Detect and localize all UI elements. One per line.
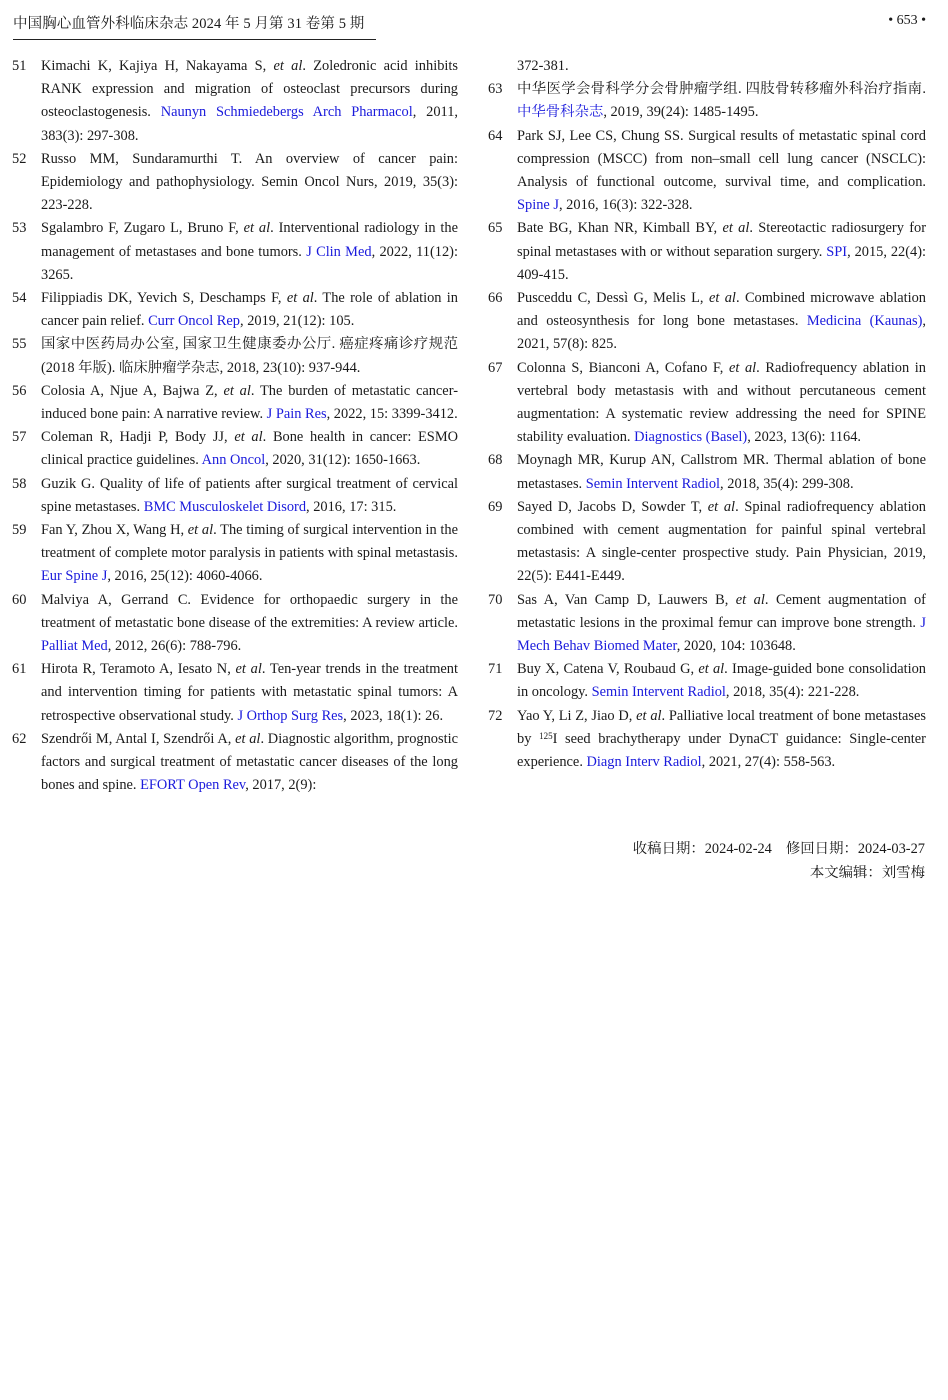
- reference-citation: , 2020, 104: 103648.: [676, 638, 796, 655]
- reference-authors: Bate BG, Khan NR, Kimball BY,: [517, 220, 723, 237]
- reference-title: . Zoledronic acid inhibits RANK expression and migration of osteoclast precursors during osteoclastogenesis.: [41, 58, 458, 121]
- reference-title: . Radiofrequency ablation in vertebral body metastasis with and without percutaneous cement augmentation: A systematic review addressing the need for SPINE stability evaluation.: [517, 359, 926, 446]
- reference-title-cont: I seed brachytherapy under DynaCT guidance: Single-center experience.: [517, 730, 926, 771]
- reference-citation: , 2012, 26(6): 788-796.: [107, 638, 242, 655]
- reference-number: 67: [488, 359, 503, 376]
- reference-title: . The role of ablation in cancer pain relief.: [41, 290, 458, 330]
- reference-citation: , 2016, 17: 315.: [306, 498, 397, 515]
- reference-number: 55: [12, 336, 27, 353]
- reference-authors: Sgalambro F, Zugaro L, Bruno F,: [41, 220, 244, 237]
- reference-item: [12, 519, 458, 589]
- reference-title: . The burden of metastatic cancer-induced bone pain: A narrative review.: [41, 382, 458, 423]
- reference-authors: Moynagh MR, Kurup AN, Callstrom MR. Thermal ablation of bone metastases.: [517, 452, 926, 492]
- reference-authors: Guzik G. Quality of life of patients after surgical treatment of cervical spine metastases.: [41, 475, 458, 515]
- reference-citation: , 2021, 27(4): 558-563.: [701, 754, 836, 771]
- reference-item: [488, 705, 926, 775]
- reference-title: . Spinal radiofrequency ablation combined with cement augmentation for painful spinal vertebral metastasis: A single-center prospective study. Pain Physician, 2019, 22(5): E441-E449.: [517, 498, 926, 585]
- journal-link[interactable]: J Orthop Surg Res: [237, 707, 344, 724]
- reference-authors: 中华医学会骨科学分会骨肿瘤学组. 四肢骨转移瘤外科治疗指南.: [517, 81, 926, 98]
- reference-authors: Sayed D, Jacobs D, Sowder T,: [517, 498, 708, 515]
- reference-title: . The timing of surgical intervention in the treatment of complete motor paralysis in patients with spinal metastasis.: [41, 522, 458, 562]
- reference-item: [488, 449, 926, 495]
- reference-title: . Stereotactic radiosurgery for spinal metastases with or without separation surgery.: [517, 220, 926, 260]
- reference-item: [12, 473, 458, 519]
- reference-number: 65: [488, 220, 503, 237]
- et-al: et al: [223, 382, 251, 399]
- reference-title: . Cement augmentation of metastatic lesions in the proximal femur can improve bone strength.: [517, 591, 926, 631]
- reference-number: 54: [12, 290, 27, 307]
- reference-authors: Park SJ, Lee CS, Chung SS. Surgical results of metastatic spinal cord compression (MSCC) from non–small cell lung cancer (NSCLC): Analysis of functional outcome, survival time, and complication.: [517, 127, 926, 191]
- reference-item: [12, 426, 458, 472]
- isotope-superscript: 125: [539, 730, 553, 741]
- reference-item: [12, 55, 458, 148]
- reference-item: [488, 125, 926, 218]
- reference-citation: , 2023, 13(6): 1164.: [747, 429, 862, 446]
- reference-title: . Combined microwave ablation and osteosynthesis for long bone metastases.: [517, 290, 926, 330]
- reference-citation: , 2016, 16(3): 322-328.: [558, 197, 693, 214]
- et-al: et al: [707, 498, 736, 515]
- journal-link[interactable]: SPI: [826, 243, 848, 260]
- reference-number: 60: [12, 591, 27, 608]
- reference-item: [12, 333, 458, 379]
- reference-number: 56: [12, 382, 27, 399]
- reference-number: 62: [12, 730, 27, 747]
- journal-link[interactable]: J Pain Res: [266, 406, 327, 423]
- et-al: et al: [698, 661, 725, 678]
- journal-link[interactable]: 中华骨科杂志: [517, 104, 604, 121]
- journal-link[interactable]: J Mech Behav Biomed Mater: [517, 614, 926, 655]
- reference-number: 57: [12, 429, 27, 446]
- reference-number: 52: [12, 150, 27, 167]
- journal-link[interactable]: Naunyn Schmiedebergs Arch Pharmacol: [160, 104, 413, 121]
- reference-title: . Image-guided bone consolidation in oncology.: [517, 661, 926, 701]
- et-al: et al: [234, 429, 263, 446]
- journal-link[interactable]: Diagnostics (Basel): [634, 429, 748, 446]
- page-number: • 653 •: [888, 13, 926, 28]
- reference-citation: , 2017, 2(9):: [245, 777, 317, 794]
- et-al: et al: [235, 661, 262, 678]
- reference-number: 64: [488, 127, 503, 144]
- reference-citation: , 2011, 383(3): 297-308.: [41, 104, 458, 144]
- reference-number: 53: [12, 220, 27, 237]
- reference-authors: Colosia A, Njue A, Bajwa Z,: [41, 382, 224, 399]
- et-al: et al: [243, 220, 271, 237]
- journal-link[interactable]: Medicina (Kaunas): [806, 313, 923, 330]
- reference-number: 66: [488, 290, 503, 307]
- journal-link[interactable]: J Clin Med: [306, 243, 372, 260]
- et-al: et al: [235, 730, 261, 747]
- reference-item: [12, 217, 458, 287]
- editor: 本文编辑：刘雪梅: [809, 864, 925, 881]
- reference-authors: Buy X, Catena V, Roubaud G,: [517, 661, 699, 678]
- reference-item: [12, 148, 458, 218]
- reference-authors: Malviya A, Gerrand C. Evidence for orthopaedic surgery in the treatment of metastatic bone disease of the extremities: A review article.: [41, 591, 458, 631]
- reference-authors: Pusceddu C, Dessì G, Melis L,: [517, 290, 709, 307]
- reference-number: 72: [488, 707, 503, 724]
- reference-number: 70: [488, 591, 503, 608]
- reference-item: [12, 380, 458, 426]
- reference-number: 58: [12, 475, 27, 492]
- reference-column-left: [12, 55, 458, 798]
- reference-number: 59: [12, 522, 27, 539]
- et-al: et al: [735, 591, 765, 608]
- reference-item: [12, 589, 458, 659]
- journal-link[interactable]: Diagn Interv Radiol: [586, 754, 702, 771]
- reference-item: [488, 496, 926, 589]
- journal-link[interactable]: Palliat Med: [41, 638, 108, 655]
- reference-title: . Bone health in cancer: ESMO clinical practice guidelines.: [41, 429, 459, 469]
- reference-title: . Interventional radiology in the management of metastases and bone tumors.: [41, 220, 458, 260]
- reference-item: [488, 589, 926, 659]
- reference-number: 61: [12, 661, 27, 678]
- journal-link[interactable]: Semin Intervent Radiol: [591, 684, 726, 701]
- reference-citation: , 2019, 21(12): 105.: [240, 313, 355, 330]
- reference-column-right: [488, 55, 926, 774]
- reference-authors: Kimachi K, Kajiya H, Nakayama S,: [41, 58, 274, 74]
- journal-link[interactable]: Eur Spine J: [41, 568, 108, 585]
- reference-authors: Filippiadis DK, Yevich S, Deschamps F,: [41, 290, 287, 307]
- reference-number: 71: [488, 661, 503, 678]
- journal-link[interactable]: Ann Oncol: [201, 452, 266, 469]
- reference-citation: , 2019, 39(24): 1485-1495.: [603, 104, 759, 121]
- journal-header: 中国胸心血管外科临床杂志 2024 年 5 月第 31 卷第 5 期: [13, 12, 376, 40]
- reference-citation: , 2015, 22(4): 409-415.: [517, 243, 927, 283]
- journal-link[interactable]: BMC Musculoskelet Disord: [143, 498, 307, 515]
- reference-citation: , 2022, 15: 3399-3412.: [326, 406, 458, 423]
- reference-title: . Diagnostic algorithm, prognostic factors and surgical treatment of metastatic cancer diseases of the long bones and spine.: [41, 730, 458, 794]
- reference-item: [12, 728, 458, 798]
- et-al: et al: [187, 522, 214, 539]
- reference-authors: Szendrői M, Antal I, Szendrői A,: [41, 730, 236, 747]
- reference-authors: Coleman R, Hadji P, Body JJ,: [41, 429, 235, 446]
- reference-item: [488, 217, 926, 287]
- received-date: 收稿日期：2024-02-24: [632, 841, 772, 857]
- reference-authors: 国家中医药局办公室, 国家卫生健康委办公厅. 癌症疼痛诊疗规范 (2018 年版). 临床肿瘤学杂志, 2018, 23(10): 937-944.: [41, 336, 458, 376]
- reference-item: [488, 287, 926, 357]
- et-al: et al: [286, 290, 314, 307]
- reference-item: [12, 658, 458, 728]
- reference-citation: , 2021, 57(8): 825.: [517, 313, 926, 353]
- journal-link[interactable]: EFORT Open Rev: [140, 777, 246, 794]
- reference-citation: , 2018, 35(4): 221-228.: [725, 684, 860, 701]
- reference-authors: Sas A, Van Camp D, Lauwers B,: [517, 591, 736, 608]
- revised-date: 修回日期：2024-03-27: [785, 841, 925, 857]
- journal-link[interactable]: Curr Oncol Rep: [148, 313, 240, 330]
- reference-authors: Colonna S, Bianconi A, Cofano F,: [517, 359, 729, 376]
- reference-citation: , 2022, 11(12): 3265.: [41, 243, 458, 283]
- et-al: et al: [722, 220, 750, 237]
- reference-authors: Fan Y, Zhou X, Wang H,: [41, 522, 188, 539]
- reference-citation: , 2020, 31(12): 1650-1663.: [265, 452, 421, 469]
- reference-citation: , 2023, 18(1): 26.: [343, 707, 444, 724]
- et-al: et al: [708, 290, 736, 307]
- reference-number: 69: [488, 498, 503, 515]
- article-dates: [633, 838, 925, 885]
- reference-citation: , 2016, 25(12): 4060-4066.: [107, 568, 263, 585]
- reference-citation: , 2018, 35(4): 299-308.: [720, 475, 854, 492]
- reference-authors: Hirota R, Teramoto A, Iesato N,: [41, 661, 236, 678]
- et-al: et al: [273, 58, 303, 74]
- journal-link[interactable]: Spine J: [517, 197, 559, 214]
- et-al: et al: [728, 359, 757, 376]
- reference-title: . Ten-year trends in the treatment and intervention timing for patients with metastatic spinal tumors: A retrospective observational study.: [41, 661, 459, 724]
- reference-authors: Russo MM, Sundaramurthi T. An overview of cancer pain: Epidemiology and pathophysiology. Semin Oncol Nurs, 2019, 35(3): 223-228.: [41, 150, 458, 214]
- reference-title: . Palliative local treatment of bone metastases by: [517, 707, 926, 747]
- reference-item: [488, 78, 926, 124]
- reference-item: [488, 357, 926, 450]
- et-al: et al: [636, 707, 662, 724]
- reference-item: [12, 287, 458, 333]
- journal-link[interactable]: Semin Intervent Radiol: [585, 475, 721, 492]
- reference-number: 68: [488, 452, 503, 469]
- reference-continuation: 372-381.: [517, 58, 569, 74]
- reference-item: [488, 658, 926, 704]
- reference-number: 63: [488, 81, 503, 98]
- reference-authors: Yao Y, Li Z, Jiao D,: [517, 707, 637, 724]
- reference-number: 51: [12, 58, 27, 74]
